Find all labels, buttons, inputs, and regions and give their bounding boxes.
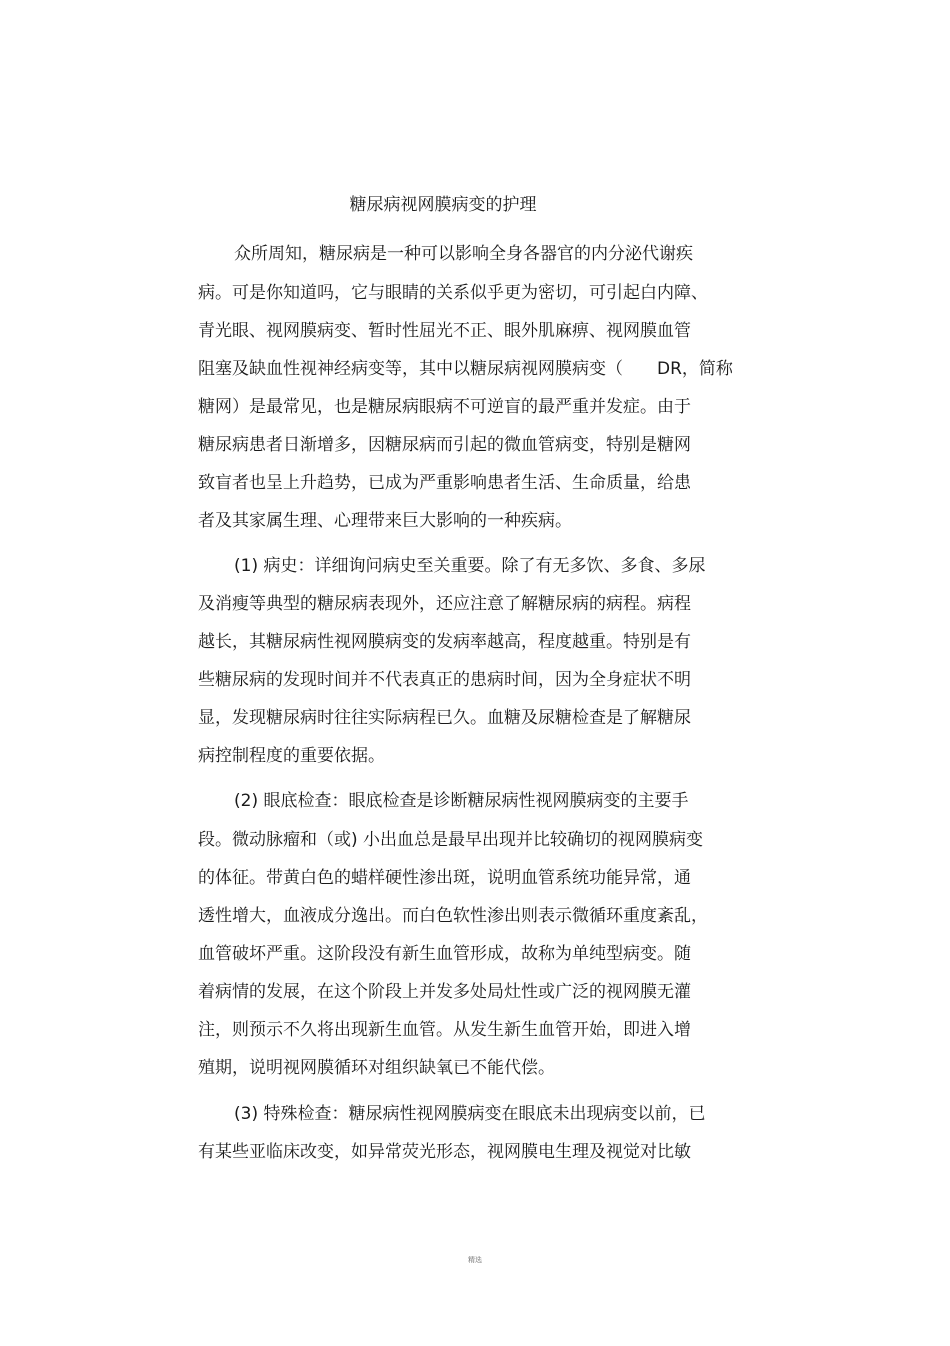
text-line: 青光眼、视网膜病变、暂时性屈光不正、眼外肌麻痹、视网膜血管 xyxy=(198,321,691,341)
text-line: 注，则预示不久将出现新生血管。从发生新生血管开始，即进入增 xyxy=(198,1020,691,1040)
text-line: 殖期，说明视网膜循环对组织缺氧已不能代偿。 xyxy=(198,1058,555,1078)
document-title: 糖尿病视网膜病变的护理 xyxy=(349,195,537,215)
text-line: 者及其家属生理、心理带来巨大影响的一种疾病。 xyxy=(198,511,572,531)
text-line: (3) 特殊检查：糖尿病性视网膜病变在眼底未出现病变以前，已 xyxy=(234,1104,706,1124)
text-line: 段。微动脉瘤和（或) 小出血总是最早出现并比较确切的视网膜病变 xyxy=(198,830,704,850)
text-line: 众所周知，糖尿病是一种可以影响全身各器官的内分泌代谢疾 xyxy=(234,244,693,264)
text-line: 着病情的发展，在这个阶段上并发多处局灶性或广泛的视网膜无灌 xyxy=(198,982,691,1002)
text-line: 病。可是你知道吗，它与眼睛的关系似乎更为密切，可引起白内障、 xyxy=(198,283,708,303)
text-line: 的体征。带黄白色的蜡样硬性渗出斑，说明血管系统功能异常，通 xyxy=(198,868,691,888)
text-line: 透性增大，血液成分逸出。而白色软性渗出则表示微循环重度紊乱， xyxy=(198,906,708,926)
text-line: 有某些亚临床改变，如异常荧光形态，视网膜电生理及视觉对比敏 xyxy=(198,1142,691,1162)
text-line: (2) 眼底检查：眼底检查是诊断糖尿病性视网膜病变的主要手 xyxy=(234,791,689,811)
text-line: 病控制程度的重要依据。 xyxy=(198,746,385,766)
text-line: 些糖尿病的发现时间并不代表真正的患病时间，因为全身症状不明 xyxy=(198,670,691,690)
text-line: 糖网）是最常见，也是糖尿病眼病不可逆盲的最严重并发症。由于 xyxy=(198,397,691,417)
text-line: 糖尿病患者日渐增多，因糖尿病而引起的微血管病变，特别是糖网 xyxy=(198,435,691,455)
page-footer: 精选 xyxy=(468,1256,482,1264)
text-line: (1) 病史：详细询问病史至关重要。除了有无多饮、多食、多尿 xyxy=(234,556,706,576)
text-line: 血管破坏严重。这阶段没有新生血管形成，故称为单纯型病变。随 xyxy=(198,944,691,964)
text-line: 越长，其糖尿病性视网膜病变的发病率越高，程度越重。特别是有 xyxy=(198,632,691,652)
text-line: 及消瘦等典型的糖尿病表现外，还应注意了解糖尿病的病程。病程 xyxy=(198,594,691,614)
text-line: 阻塞及缺血性视神经病变等，其中以糖尿病视网膜病变（ DR，简称 xyxy=(198,359,733,379)
text-line: 致盲者也呈上升趋势，已成为严重影响患者生活、生命质量，给患 xyxy=(198,473,691,493)
text-line: 显，发现糖尿病时往往实际病程已久。血糖及尿糖检查是了解糖尿 xyxy=(198,708,691,728)
